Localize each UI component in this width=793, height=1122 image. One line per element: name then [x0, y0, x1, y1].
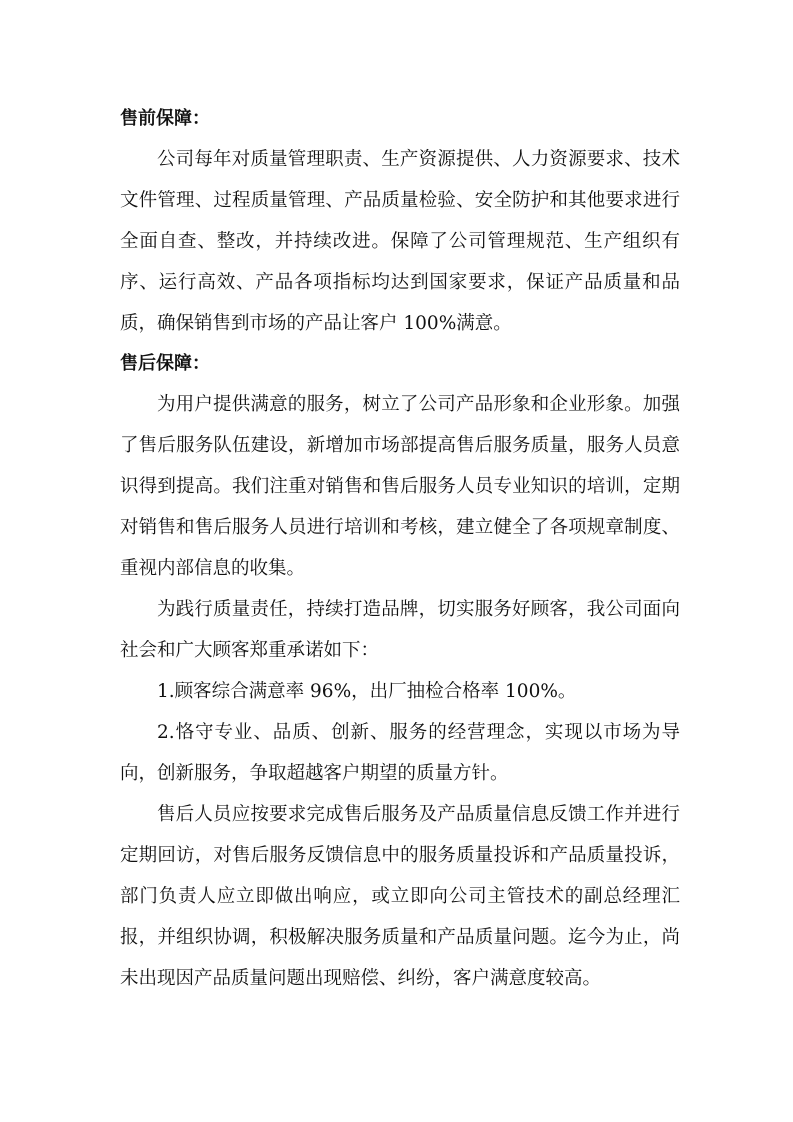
- aftersale-paragraph-commitment-intro: 为践行质量责任，持续打造品牌，切实服务好顾客，我公司面向社会和广大顾客郑重承诺如下：: [120, 599, 680, 661]
- aftersale-heading: 售后保障：: [120, 353, 210, 374]
- commitment-item-1: 1.顾客综合满意率 96%，出厂抽检合格率 100%。: [157, 681, 577, 702]
- document-body: [120, 99, 680, 999]
- presale-paragraph: 公司每年对质量管理职责、生产资源提供、人力资源要求、技术文件管理、过程质量管理、产品质量检验、安全防护和其他要求进行全面自查、整改，并持续改进。保障了公司管理规范、生产组织有序、运行高效、产品各项指标均达到国家要求，保证产品质量和品质，确保销售到市场的产品让客户 100%满意。: [120, 149, 680, 334]
- presale-heading: 售前保障：: [120, 108, 210, 129]
- aftersale-paragraph-service: 为用户提供满意的服务，树立了公司产品形象和企业形象。加强了售后服务队伍建设，新增加市场部提高售后服务质量，服务人员意识得到提高。我们注重对销售和售后服务人员专业知识的培训，定期对销售和售后服务人员进行培训和考核，建立健全了各项规章制度、重视内部信息的收集。: [120, 394, 680, 579]
- aftersale-paragraph-followup: 售后人员应按要求完成售后服务及产品质量信息反馈工作并进行定期回访，对售后服务反馈信息中的服务质量投诉和产品质量投诉，部门负责人应立即做出响应，或立即向公司主管技术的副总经理汇报，并组织协调，积极解决服务质量和产品质量问题。迄今为止，尚未出现因产品质量问题出现赔偿、纠纷，客户满意度较高。: [120, 804, 680, 989]
- commitment-item-2: 2.恪守专业、品质、创新、服务的经营理念，实现以市场为导向，创新服务，争取超越客户期望的质量方针。: [120, 722, 680, 784]
